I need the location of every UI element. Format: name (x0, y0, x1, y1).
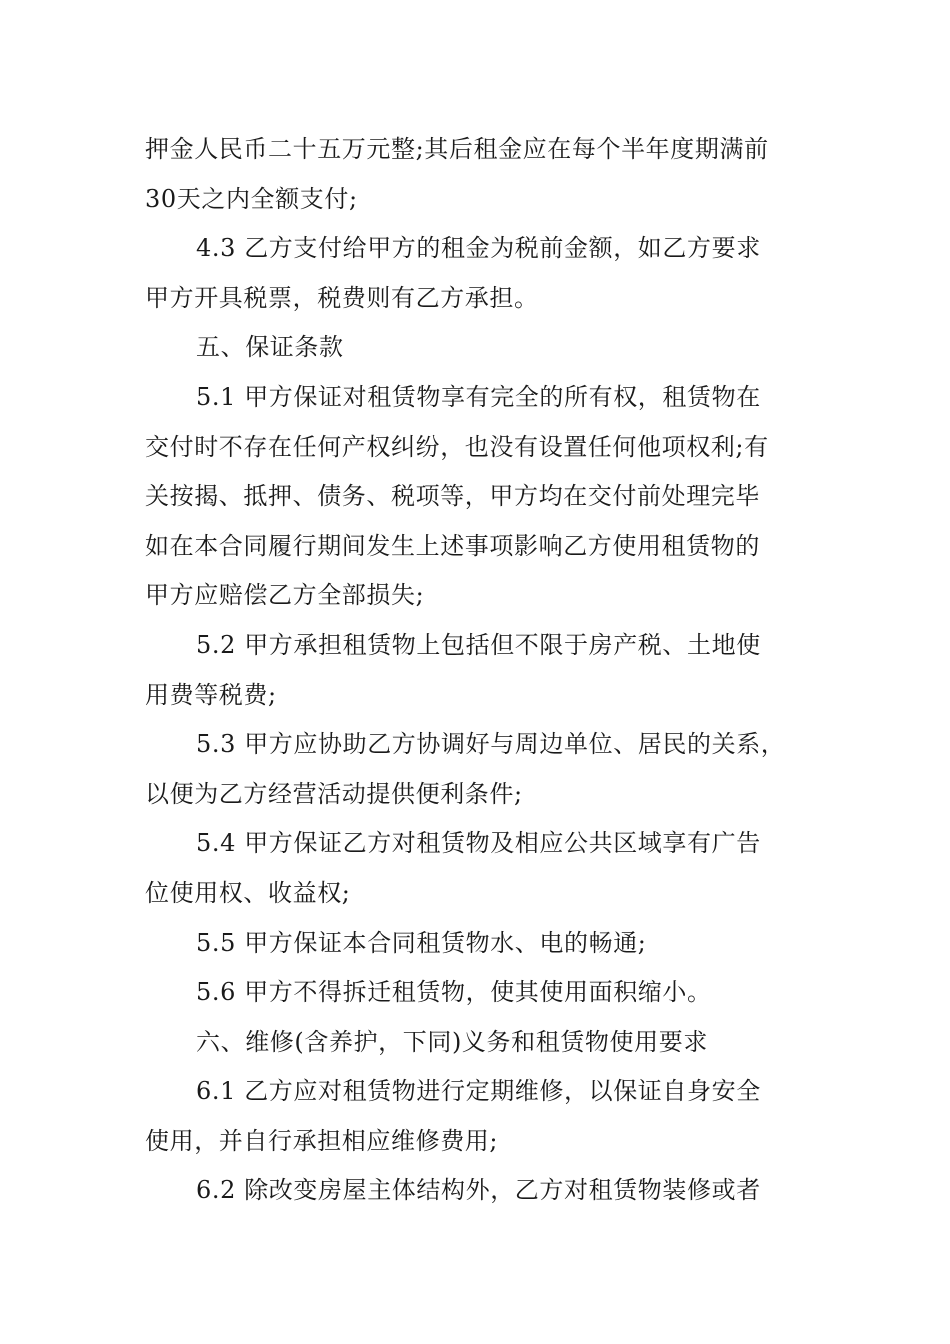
text-line: 以便为乙方经营活动提供便利条件; (145, 779, 523, 808)
clause-5-6: 5.6 甲方不得拆迁租赁物，使其使用面积缩小。 (196, 978, 712, 1007)
section-heading-six: 六、维修(含养护，下同)义务和租赁物使用要求 (196, 1027, 708, 1056)
section-heading-five: 五、保证条款 (196, 333, 344, 362)
text-line: 甲方应赔偿乙方全部损失; (145, 581, 425, 610)
clause-5-1: 5.1 甲方保证对租赁物享有完全的所有权，租赁物在 (196, 382, 761, 411)
text-line: 关按揭、抵押、债务、税项等，甲方均在交付前处理完毕 (145, 482, 760, 511)
text-line: 押金人民币二十五万元整;其后租金应在每个半年度期满前 (145, 135, 769, 163)
clause-5-5: 5.5 甲方保证本合同租赁物水、电的畅通; (196, 928, 647, 957)
text-line: 用费等税费; (145, 680, 277, 709)
document-body (145, 125, 815, 1216)
text-line: 使用，并自行承担相应维修费用; (145, 1126, 499, 1155)
text-line: 如在本合同履行期间发生上述事项影响乙方使用租赁物的 (145, 531, 760, 560)
clause-6-1: 6.1 乙方应对租赁物进行定期维修，以保证自身安全 (196, 1077, 761, 1106)
clause-6-2: 6.2 除改变房屋主体结构外，乙方对租赁物装修或者 (196, 1176, 761, 1205)
text-line: 甲方开具税票，税费则有乙方承担。 (145, 283, 539, 312)
text-line: 30天之内全额支付; (145, 184, 358, 213)
clause-5-3: 5.3 甲方应协助乙方协调好与周边单位、居民的关系， (196, 730, 786, 759)
clause-5-4: 5.4 甲方保证乙方对租赁物及相应公共区域享有广告 (196, 829, 761, 858)
clause-4-3: 4.3 乙方支付给甲方的租金为税前金额，如乙方要求 (196, 234, 761, 263)
text-line: 交付时不存在任何产权纠纷，也没有设置任何他项权利;有 (145, 432, 769, 461)
text-line: 位使用权、收益权; (145, 878, 351, 907)
clause-5-2: 5.2 甲方承担租赁物上包括但不限于房产税、土地使 (196, 630, 761, 659)
